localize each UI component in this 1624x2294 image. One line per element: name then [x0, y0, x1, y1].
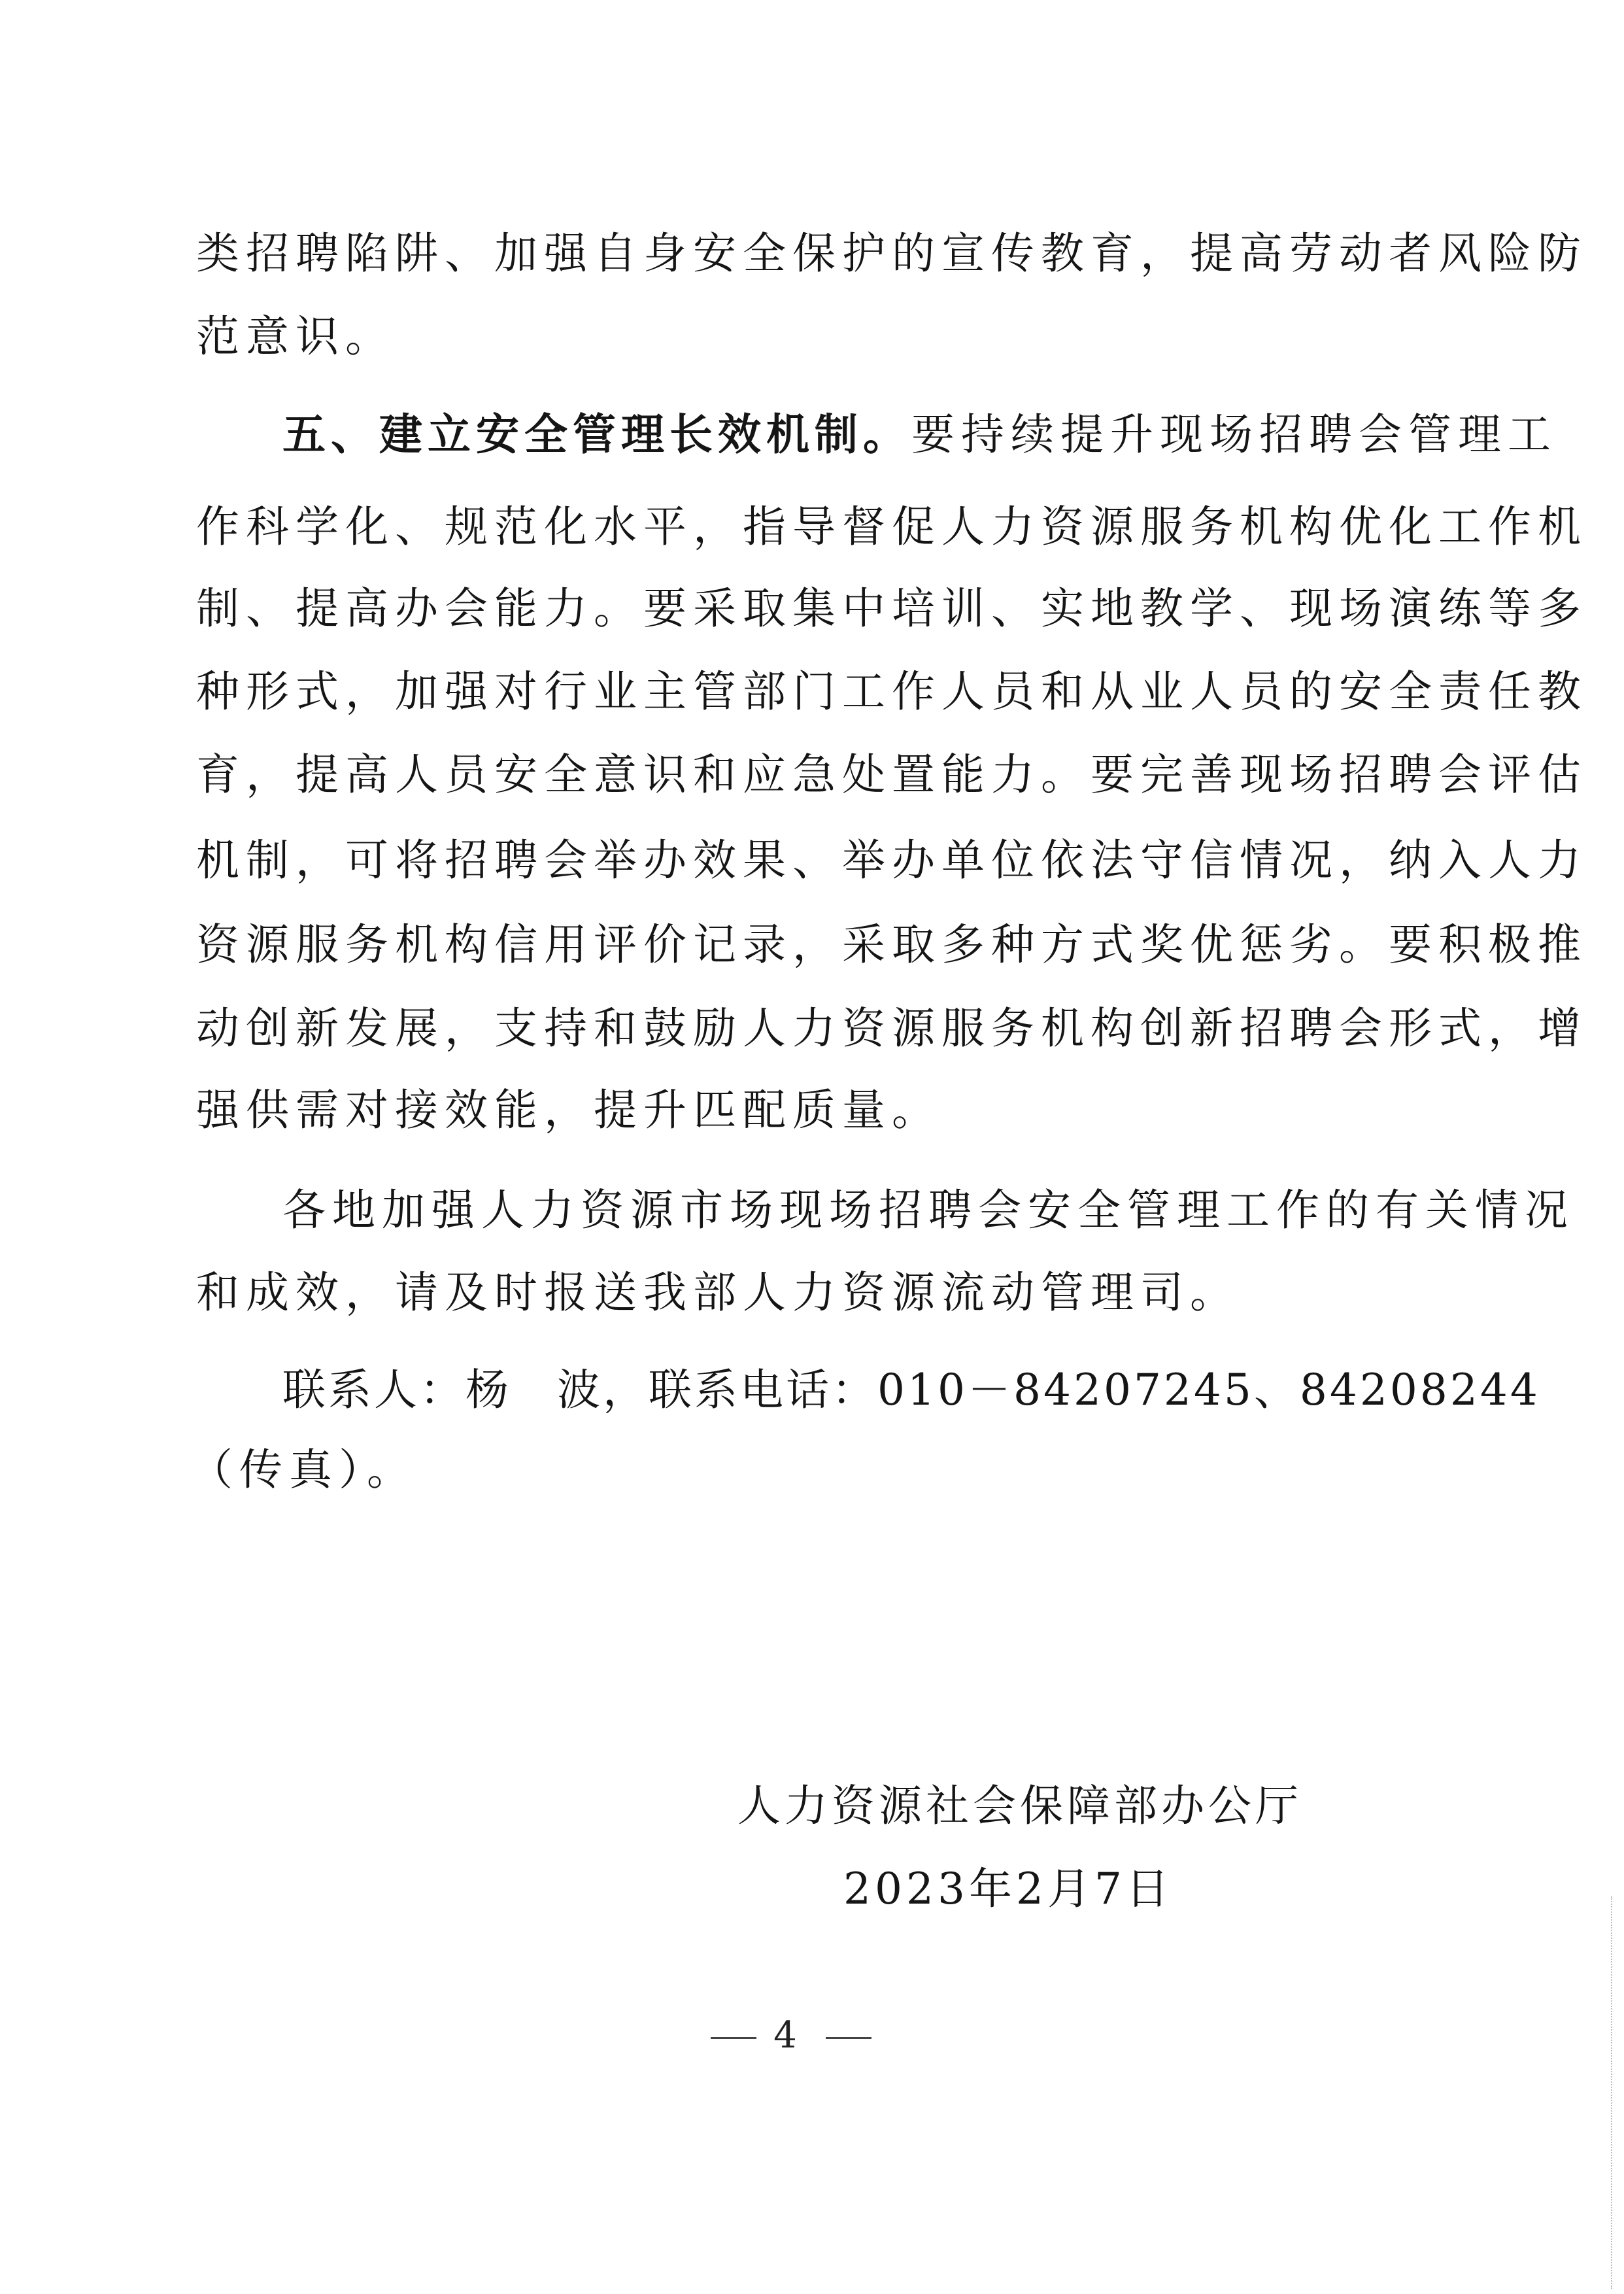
page-number-left-dash	[711, 2037, 756, 2039]
paragraph-2-line-9: 强供需对接效能，提升匹配质量。	[196, 1085, 941, 1135]
paragraph-1-line-1: 类招聘陷阱、加强自身安全保护的宣传教育，提高劳动者风险防	[196, 228, 1587, 279]
signature-organization: 人力资源社会保障部办公厅	[737, 1781, 1302, 1831]
paragraph-3-line-2: 和成效，请及时报送我部人力资源流动管理司。	[196, 1267, 1240, 1318]
paragraph-2-line-4: 种形式，加强对行业主管部门工作人员和从业人员的安全责任教	[196, 666, 1587, 717]
page-number-right-dash	[826, 2037, 871, 2039]
section-five-heading: 五、建立安全管理长效机制。	[282, 409, 911, 460]
page-number	[693, 2014, 889, 2057]
signature-date: 2023年2月7日	[843, 1864, 1173, 1914]
paragraph-4-line-1: 联系人：杨 波，联系电话：010－84207245、84208244	[282, 1365, 1540, 1415]
paragraph-4-line-2: （传真）。	[190, 1445, 416, 1495]
paragraph-2-line-1-rest: 要持续提升现场招聘会管理工	[911, 409, 1557, 460]
paragraph-2-line-3: 制、提高办会能力。要采取集中培训、实地教学、现场演练等多	[196, 583, 1587, 634]
paragraph-2-line-7: 资源服务机构信用评价记录，采取多种方式奖优惩劣。要积极推	[196, 919, 1587, 970]
paragraph-2-line-1	[282, 409, 1557, 460]
paragraph-2-line-5: 育，提高人员安全意识和应急处置能力。要完善现场招聘会评估	[196, 749, 1587, 800]
paragraph-3-line-1: 各地加强人力资源市场现场招聘会安全管理工作的有关情况	[282, 1185, 1574, 1235]
paragraph-1-line-2: 范意识。	[196, 311, 395, 362]
page-number-value: 4	[773, 2014, 809, 2057]
paragraph-2-line-8: 动创新发展，支持和鼓励人力资源服务机构创新招聘会形式，增	[196, 1003, 1587, 1053]
paragraph-2-line-2: 作科学化、规范化水平，指导督促人力资源服务机构优化工作机	[196, 502, 1587, 552]
paragraph-2-line-6: 机制，可将招聘会举办效果、举办单位依法守信情况，纳入人力	[196, 835, 1587, 885]
scan-edge-mark	[1610, 1896, 1612, 2289]
